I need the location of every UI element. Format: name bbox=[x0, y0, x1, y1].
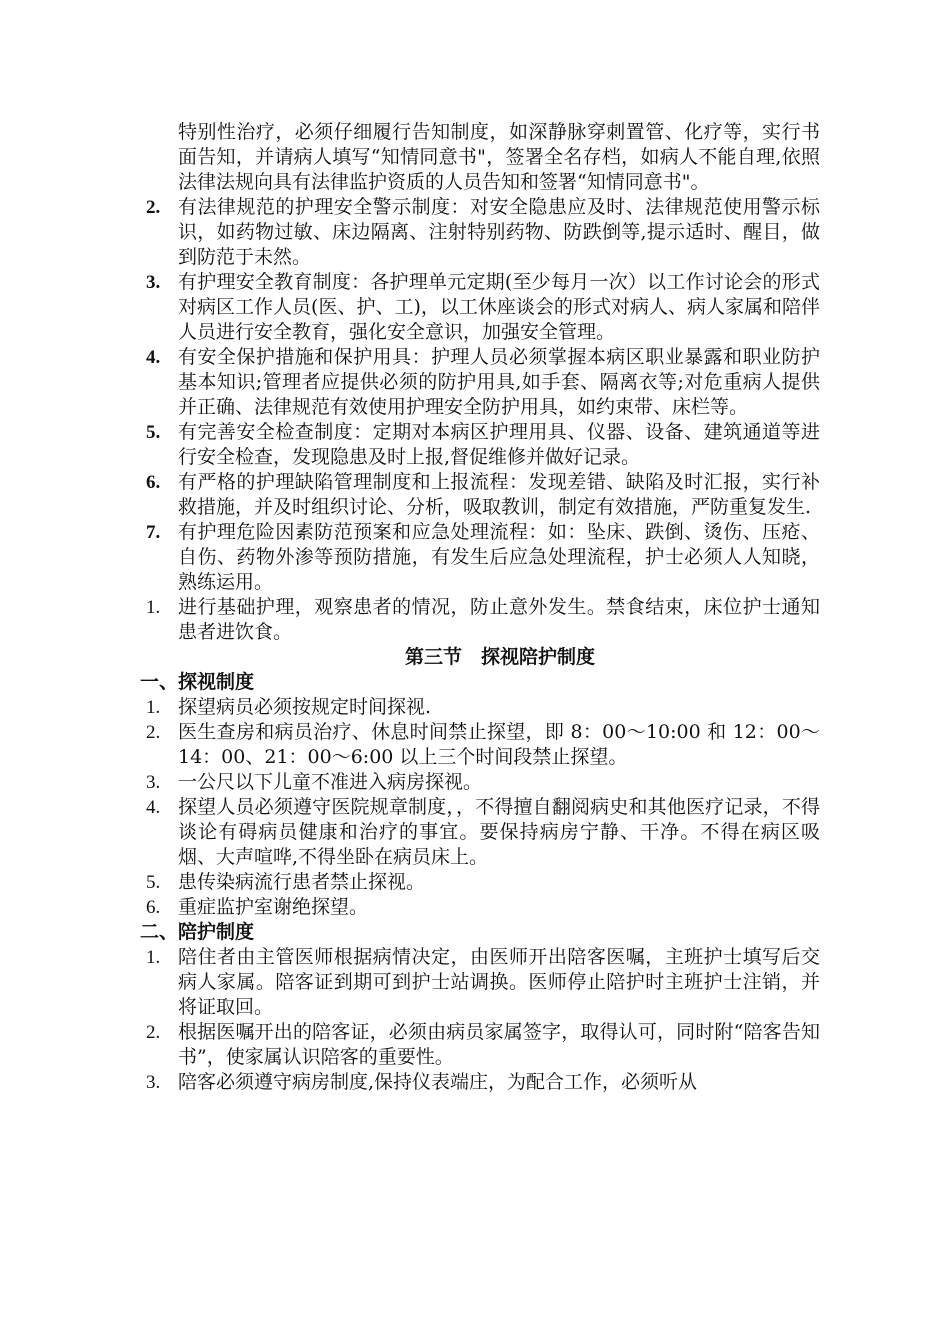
list-text: 陪客必须遵守病房制度,保持仪表端庄，为配合工作，必须听从 bbox=[178, 1071, 698, 1093]
list-item bbox=[140, 1070, 820, 1095]
section-title: 第三节 探视陪护制度 bbox=[404, 646, 595, 668]
list-item bbox=[140, 870, 820, 895]
list-number: 2. bbox=[146, 722, 161, 743]
list-text: 患传染病流行患者禁止探视。 bbox=[178, 871, 426, 893]
escort-list bbox=[140, 945, 820, 1095]
document-page bbox=[140, 120, 820, 1095]
list-number: 7. bbox=[146, 522, 161, 543]
list-number: 1. bbox=[146, 947, 161, 968]
list-text: 有护理危险因素防范预案和应急处理流程：如：坠床、跌倒、烫伤、压疮、自伤、药物外渗等预防措施，有发生后应急处理流程，护士必须人人知晓，熟练运用。 bbox=[178, 521, 820, 593]
escort-rules-heading: 二、陪护制度 bbox=[140, 921, 255, 943]
list-number: 4. bbox=[146, 347, 161, 368]
list-item bbox=[140, 520, 820, 595]
list-text: 根据医嘱开出的陪客证，必须由病员家属签字，取得认可，同时附“陪客告知书”，使家属认识陪客的重要性。 bbox=[178, 1021, 820, 1068]
list-text: 一公尺以下儿童不准进入病房探视。 bbox=[178, 771, 483, 793]
list-text: 有法律规范的护理安全警示制度：对安全隐患应及时、法律规范使用警示标识，如药物过敏、床边隔离、注射特别药物、防跌倒等,提示适时、醒目，做到防范于未然。 bbox=[178, 196, 820, 268]
list-item bbox=[140, 195, 820, 270]
list-text: 陪住者由主管医师根据病情决定，由医师开出陪客医嘱，主班护士填写后交病人家属。陪客证到期可到护士站调换。医师停止陪护时主班护士注销，并将证取回。 bbox=[178, 946, 820, 1018]
list-number: 3. bbox=[146, 1072, 161, 1093]
list-item bbox=[140, 795, 820, 870]
list-number: 5. bbox=[146, 422, 161, 443]
visit-rules-heading: 一、探视制度 bbox=[140, 671, 255, 693]
visit-list bbox=[140, 695, 820, 920]
list-number: 2. bbox=[146, 197, 161, 218]
list-item bbox=[140, 695, 820, 720]
intro-continuation-paragraph: 特别性治疗，必须仔细履行告知制度，如深静脉穿刺置管、化疗等，实行书面告知，并请病人填写“知情同意书"，签署全名存档，如病人不能自理,依照法律法规向具有法律监护资质的人员告知和签署“知情同意书"。 bbox=[178, 121, 820, 193]
list-number: 2. bbox=[146, 1022, 161, 1043]
list-text: 医生查房和病员治疗、休息时间禁止探望，即 8：00～10:00 和 12：00～14：00、21：00～6:00 以上三个时间段禁止探望。 bbox=[178, 721, 820, 768]
list-number: 1. bbox=[146, 597, 161, 618]
list-item bbox=[140, 420, 820, 470]
list-item bbox=[140, 945, 820, 1020]
list-text: 有安全保护措施和保护用具：护理人员必须掌握本病区职业暴露和职业防护基本知识;管理者应提供必须的防护用具,如手套、隔离衣等;对危重病人提供并正确、法律规范有效使用护理安全防护用具，如约束带、床栏等。 bbox=[178, 346, 820, 418]
list-text: 重症监护室谢绝探望。 bbox=[178, 896, 369, 918]
list-number: 6. bbox=[146, 472, 161, 493]
list-text: 进行基础护理，观察患者的情况，防止意外发生。禁食结束，床位护士通知患者进饮食。 bbox=[178, 596, 820, 643]
list-text: 有完善安全检查制度：定期对本病区护理用具、仪器、设备、建筑通道等进行安全检查，发现隐患及时上报,督促维修并做好记录。 bbox=[178, 421, 820, 468]
list-item bbox=[140, 270, 820, 345]
list-text: 有护理安全教育制度：各护理单元定期(至少每月一次）以工作讨论会的形式对病区工作人员(医、护、工)，以工休座谈会的形式对病人、病人家属和陪伴人员进行安全教育，强化安全意识，加强安全管理。 bbox=[178, 271, 820, 343]
list-text: 探望人员必须遵守医院规章制度，，不得擅自翻阅病史和其他医疗记录，不得谈论有碍病员健康和治疗的事宜。要保持病房宁静、干净。不得在病区吸烟、大声喧哗,不得坐卧在病员床上。 bbox=[178, 796, 820, 868]
list-item bbox=[140, 1020, 820, 1070]
list-number: 1. bbox=[146, 697, 161, 718]
list-item bbox=[140, 895, 820, 920]
list-item bbox=[140, 595, 820, 645]
list-item bbox=[140, 770, 820, 795]
list-number: 5. bbox=[146, 872, 161, 893]
list-number: 3. bbox=[146, 272, 161, 293]
list-item bbox=[140, 720, 820, 770]
list-text: 有严格的护理缺陷管理制度和上报流程：发现差错、缺陷及时汇报，实行补救措施，并及时组织讨论、分析，吸取教训，制定有效措施，严防重复发生. bbox=[178, 471, 820, 518]
list-text: 探望病员必须按规定时间探视. bbox=[178, 696, 432, 718]
list-number: 6. bbox=[146, 897, 161, 918]
list-number: 4. bbox=[146, 797, 161, 818]
safety-list bbox=[140, 195, 820, 645]
list-item bbox=[140, 470, 820, 520]
list-number: 3. bbox=[146, 772, 161, 793]
list-item bbox=[140, 345, 820, 420]
